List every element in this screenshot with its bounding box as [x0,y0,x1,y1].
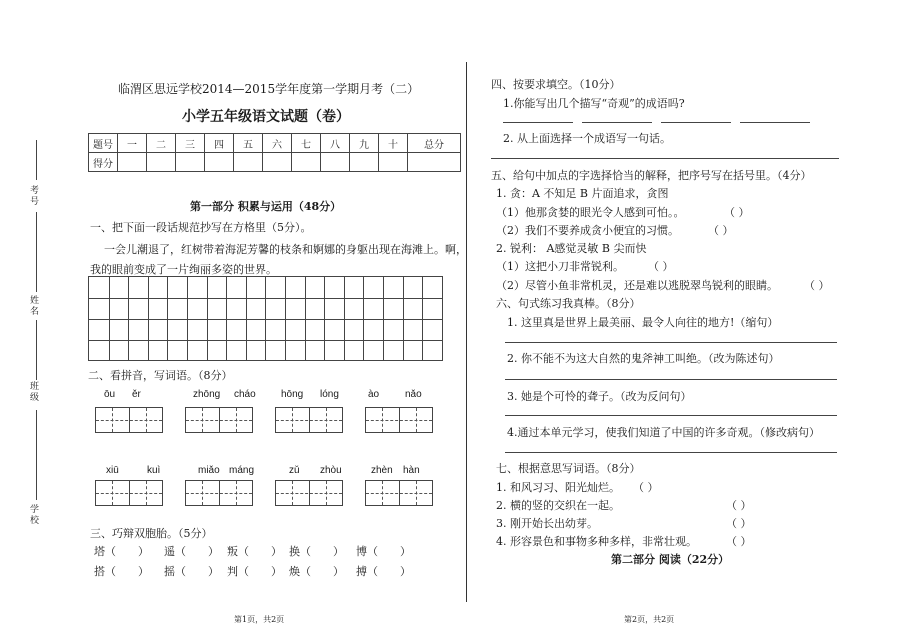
q3-item: 博（ ） [356,545,411,558]
side-line [36,140,37,180]
q7-line: 1. 和风习习、阳光灿烂。 [496,481,620,494]
q3-item: 塔（ ） [94,545,149,558]
score-input-cell[interactable] [176,153,205,172]
school-line: 临渭区思远学校2014—2015学年度第一学期月考（二） [118,82,420,96]
pinyin-answer-box[interactable] [275,480,343,506]
pinyin: cháo [234,389,256,400]
score-input-cell[interactable] [147,153,176,172]
answer-line[interactable] [505,342,837,343]
score-input-cell[interactable] [118,153,147,172]
pinyin: nǎo [405,389,422,400]
score-table-header-row [89,134,461,153]
pinyin-answer-box[interactable] [185,407,253,433]
pinyin: hàn [403,465,420,476]
q5-line: （1）他那贪婪的眼光令人感到可怕。。 [496,206,685,219]
answer-line[interactable] [740,122,810,123]
score-input-cell[interactable] [234,153,263,172]
answer-paren[interactable]: （ ） [726,499,752,512]
q4-sub2: 2. 从上面选择一个成语写一句话。 [503,132,671,145]
q7-line: 2. 横的竖的交织在一起。 [496,499,620,512]
score-cell: 九 [350,134,379,153]
q6-sentence: 2. 你不能不为这大自然的鬼斧神工叫绝。（改为陈述句） [507,352,780,365]
score-cell: 六 [263,134,292,153]
pinyin-answer-box[interactable] [365,480,433,506]
answer-paren[interactable]: （ ） [708,224,734,237]
answer-paren[interactable]: （ ） [726,535,752,548]
pinyin: zǔ [289,465,300,476]
q7-title: 七、根据意思写词语。（8分） [496,462,641,475]
answer-line[interactable] [505,415,837,416]
q5-line: （1）这把小刀非常锐利。 [496,260,624,273]
part1-heading: 第一部分 积累与运用（48分） [190,200,342,213]
q3-item: 判（ ） [227,565,282,578]
answer-line[interactable] [505,452,837,453]
score-cell: 总分 [408,134,461,153]
side-label-xingming: 姓名 [30,296,40,317]
pinyin: miǎo [198,465,220,476]
part2-heading: 第二部分 阅读（22分） [611,553,730,566]
q6-sentence: 3. 她是个可怜的聋子。（改为反问句） [507,390,692,403]
answer-paren[interactable]: （ ） [804,279,830,292]
q3-title: 三、巧辩双胞胎。（5分） [90,527,213,540]
score-table-score-row [89,153,461,172]
side-line [36,410,37,500]
q1-text-line1: 一会儿潮退了，红树带着海泥芳馨的枝条和婀娜的身躯出现在海滩上。啊， [104,243,467,256]
q6-sentence: 1. 这里真是世界上最美丽、最令人向往的地方!（缩句） [507,316,779,329]
q3-item: 焕（ ） [289,565,344,578]
page-footer-left: 第1页，共2页 [234,615,285,624]
q5-line: （2）我们不要养成贪小便宜的习惯。 [496,224,679,237]
score-input-cell[interactable] [205,153,234,172]
score-cell: 得分 [89,153,118,172]
q3-item: 摇（ ） [164,565,219,578]
pinyin: máng [229,465,255,476]
side-line [36,212,37,292]
score-input-cell[interactable] [408,153,461,172]
answer-line[interactable] [505,379,837,380]
page-footer-right: 第2页，共2页 [624,615,675,624]
pinyin: zhōng [193,389,221,400]
pinyin: kuì [147,465,161,476]
answer-line[interactable] [661,122,731,123]
score-cell: 十 [379,134,408,153]
q3-item: 搏（ ） [356,565,411,578]
q2-title: 二、看拼音，写词语。（8分） [88,369,233,382]
q1-text-line2: 我的眼前变成了一片绚丽多姿的世界。 [90,263,277,276]
q6-sentence: 4.通过本单元学习，使我们知道了中国的许多奇观。（修改病句） [507,426,820,439]
q5-line: （2）尽管小鱼非常机灵，还是难以逃脱翠鸟锐利的眼睛。 [496,279,778,292]
score-cell: 四 [205,134,234,153]
answer-paren[interactable]: （ ） [648,260,674,273]
pinyin-answer-box[interactable] [275,407,343,433]
pinyin: xiū [106,465,119,476]
score-cell: 七 [292,134,321,153]
q3-item: 叛（ ） [227,545,282,558]
q5-line: 1. 贪：A 不知足 B 片面追求，贪图 [496,187,669,200]
pinyin: hōng [281,389,304,400]
score-cell: 二 [147,134,176,153]
q4-title: 四、按要求填空。（10分） [491,78,621,91]
pinyin-answer-box[interactable] [95,407,163,433]
q7-line: 4. 形容景色和事物多种多样，非常壮观。 [496,535,697,548]
score-input-cell[interactable] [379,153,408,172]
score-cell: 三 [176,134,205,153]
side-label-banji: 班级 [30,382,40,403]
pinyin-answer-box[interactable] [185,480,253,506]
pinyin: lóng [320,389,339,400]
answer-paren[interactable]: （ ） [724,206,750,219]
score-cell: 题号 [89,134,118,153]
score-input-cell[interactable] [350,153,379,172]
q4-sub1: 1.你能写出几个描写“奇观”的成语吗? [503,97,685,110]
q7-line: 3. 刚开始长出幼芽。 [496,517,598,530]
score-table [88,133,461,172]
answer-line[interactable] [503,122,573,123]
pinyin-answer-box[interactable] [365,407,433,433]
pinyin: zhòu [320,465,342,476]
score-cell: 一 [118,134,147,153]
page-title: 小学五年级语文试题（卷） [182,109,350,125]
page-divider [466,62,467,602]
score-input-cell[interactable] [321,153,350,172]
answer-line[interactable] [491,158,839,159]
answer-paren[interactable]: （ ） [633,481,659,494]
answer-line[interactable] [582,122,652,123]
side-line [36,320,37,380]
pinyin-answer-box[interactable] [95,480,163,506]
pinyin: zhèn [371,465,393,476]
q5-line: 2. 锐利： A感觉灵敏 B 尖而快 [496,242,647,255]
q6-title: 六、句式练习我真棒。（8分） [496,297,641,310]
pinyin: ěr [132,389,141,400]
answer-paren[interactable]: （ ） [726,517,752,530]
score-input-cell[interactable] [292,153,321,172]
score-input-cell[interactable] [263,153,292,172]
score-cell: 八 [321,134,350,153]
side-label-kaohao: 考号 [30,186,40,207]
q5-title: 五、给句中加点的字选择恰当的解释，把序号写在括号里。（4分） [491,169,812,182]
score-cell: 五 [234,134,263,153]
q3-item: 搭（ ） [94,565,149,578]
writing-grid[interactable] [88,276,443,361]
side-label-xuexiao: 学校 [30,505,40,526]
pinyin: ào [368,389,380,400]
q3-item: 遥（ ） [164,545,219,558]
q1-title: 一、把下面一段话规范抄写在方格里（5分）。 [90,221,312,234]
pinyin: ōu [104,389,116,400]
q3-item: 换（ ） [289,545,344,558]
